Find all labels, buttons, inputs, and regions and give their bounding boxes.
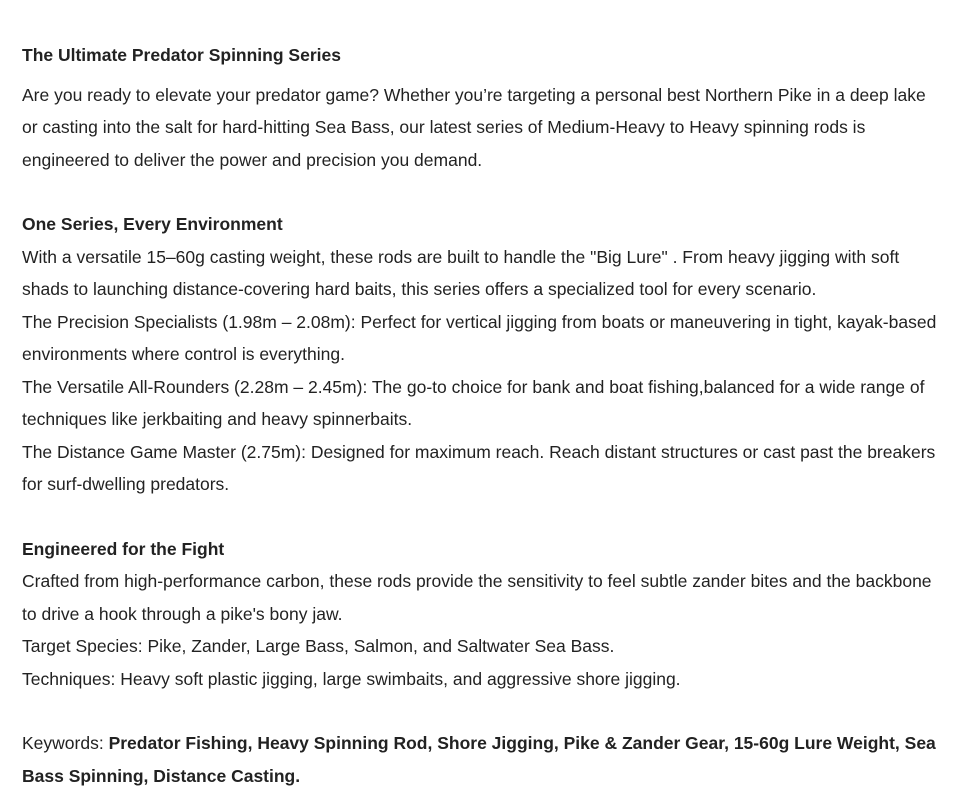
spacer bbox=[22, 176, 938, 208]
keywords-label: Keywords: bbox=[22, 733, 109, 753]
techniques-paragraph: Techniques: Heavy soft plastic jigging, large swimbaits, and aggressive shore jigging. bbox=[22, 668, 681, 689]
section-heading-environment: One Series, Every Environment bbox=[22, 214, 283, 234]
section-heading-fight: Engineered for the Fight bbox=[22, 538, 225, 559]
keywords-paragraph bbox=[22, 727, 938, 792]
environment-paragraph: With a versatile 15–60g casting weight, these rods are built to handle the "Big Lure" . From heavy jigging with soft shads to launching distance-covering hard baits, this series offers a specialized tool for every scenario. bbox=[22, 246, 900, 299]
keywords-text: Predator Fishing, Heavy Spinning Rod, Shore Jigging, Pike & Zander Gear, 15-60g Lure Weight, Sea Bass Spinning, Distance Casting. bbox=[22, 733, 936, 786]
intro-paragraph: Are you ready to elevate your predator game? Whether you’re targeting a personal best Northern Pike in a deep lake or casting into the salt for hard-hitting Sea Bass, our latest series of Medium-Heavy to Heavy spinning rods is engineered to deliver the power and precision you demand. bbox=[22, 84, 926, 170]
target-species-paragraph: Target Species: Pike, Zander, Large Bass, Salmon, and Saltwater Sea Bass. bbox=[22, 636, 615, 656]
article-title: The Ultimate Predator Spinning Series bbox=[22, 45, 341, 65]
versatile-all-rounders-paragraph: The Versatile All-Rounders (2.28m – 2.45m): The go-to choice for bank and boat fishing,balanced for a wide range of techniques like jerkbaiting and heavy spinnerbaits. bbox=[22, 376, 925, 429]
distance-game-master-paragraph: The Distance Game Master (2.75m): Designed for maximum reach. Reach distant structures or cast past the breakers for surf-dwelling predators. bbox=[22, 441, 936, 494]
precision-specialists-paragraph: The Precision Specialists (1.98m – 2.08m): Perfect for vertical jigging from boats or maneuvering in tight, kayak-based environments where control is everything. bbox=[22, 311, 937, 364]
carbon-paragraph: Crafted from high-performance carbon, these rods provide the sensitivity to feel subtle zander bites and the backbone to drive a hook through a pike's bony jaw. bbox=[22, 571, 932, 624]
spacer bbox=[22, 501, 938, 533]
spacer bbox=[22, 695, 938, 727]
